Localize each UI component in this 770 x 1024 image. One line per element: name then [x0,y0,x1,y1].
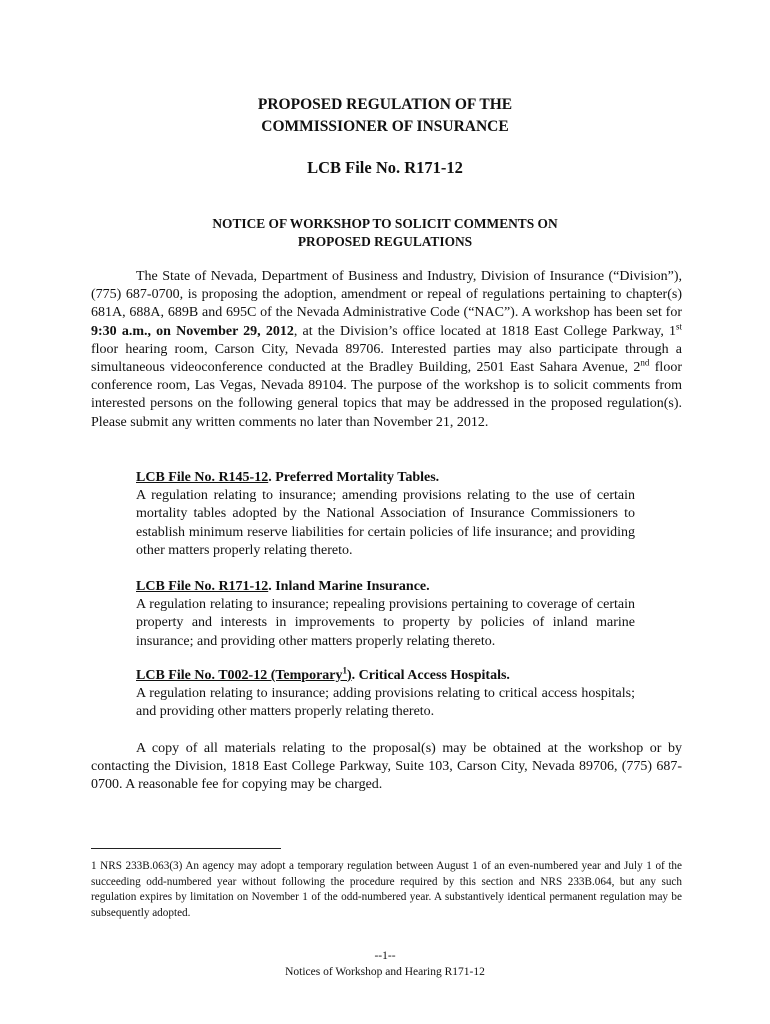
notice-heading-line1: NOTICE OF WORKSHOP TO SOLICIT COMMENTS ON [212,216,558,231]
page-number: --1-- [374,950,396,962]
footnote-reference: 1 [342,665,347,676]
regulation-item-heading [136,578,635,596]
regulation-item [136,469,635,560]
intro-paragraph [91,268,682,432]
closing-paragraph [91,740,682,795]
page-footer: Notices of Workshop and Hearing R171-12 [285,966,485,978]
lcb-file-number-heading: LCB File No. R171-12 [307,158,463,177]
regulation-item-description: A regulation relating to insurance; repealing provisions pertaining to coverage of certain property and interests in improvements to property by policies of inland marine insurance; and providing other matters properly relating thereto. [136,597,635,649]
regulation-item-description: A regulation relating to insurance; adding provisions relating to critical access hospitals; and providing other matters properly relating thereto. [136,686,635,720]
regulation-item-title: . Inland Marine Insurance. [268,579,430,594]
regulation-item-description: A regulation relating to insurance; amending provisions relating to the use of certain mortality tables adopted by the National Association of Insurance Commissioners to establish minimum reserve liabilities for certain policies of life insurance; and providing other matters properly relating thereto. [136,488,635,558]
intro-text-part3: floor hearing room, Carson City, Nevada 89706. Interested parties may also participate through a simultaneous videoconference conducted at the Bradley Building, 2501 East Sahara Avenue, 2 [91,341,682,376]
regulation-file-number: LCB File No. R171-12 [136,579,269,594]
regulation-item [136,578,635,651]
notice-heading-line2: PROPOSED REGULATIONS [297,234,473,249]
regulation-title-line2: COMMISSIONER OF INSURANCE [261,118,509,135]
regulation-file-number [136,665,352,683]
footnote-divider [91,848,281,849]
regulation-item-heading [136,667,635,685]
regulation-item-heading [136,469,635,487]
regulation-item [136,667,635,722]
footnote: 1 NRS 233B.063(3) An agency may adopt a temporary regulation between August 1 of an even-numbered year and July 1 of the succeeding odd-numbered year without following the procedure required by this section and NRS 233B.064, but any such regulation expires by limitation on November 1 of the odd-numbered year. A substantively identical permanent regulation may be subsequently adopted. [91,860,682,919]
regulation-item-title: . Critical Access Hospitals. [351,668,510,683]
ordinal-suffix-2: nd [640,357,650,368]
intro-text-part2: , at the Division’s office located at 1818 East College Parkway, 1 [293,323,676,339]
regulation-title-line1: PROPOSED REGULATION OF THE [257,96,513,113]
intro-text-part1: The State of Nevada, Department of Business and Industry, Division of Insurance (“Division”), (775) 687-0700, is proposing the adoption, amendment or repeal of regulations pertaining to chapter(s) 681A, 688A, 689B and 695C of the Nevada Administrative Code (“NAC”). A workshop has been set for [91,269,682,321]
regulation-item-title: . Preferred Mortality Tables. [268,470,440,485]
intro-text-part4: floor conference room, Las Vegas, Nevada 89104. The purpose of the workshop is to solicit comments from interested persons on the following general topics that may be addressed in the proposed regulation(s). Please submit any written comments no later than November 21, 2012. [91,360,682,430]
regulation-file-number-close: ) [347,668,352,683]
ordinal-suffix-1: st [675,320,682,331]
closing-text: A copy of all materials relating to the proposal(s) may be obtained at the workshop or by contacting the Division, 1818 East College Parkway, Suite 103, Carson City, Nevada 89706, (775) 687-0700. A reasonable fee for copying may be charged. [91,741,682,793]
regulation-file-number-text: LCB File No. T002-12 (Temporary [136,668,343,683]
workshop-time: 9:30 a.m., on November 29, 2012 [91,323,294,339]
regulation-file-number: LCB File No. R145-12 [136,470,269,485]
